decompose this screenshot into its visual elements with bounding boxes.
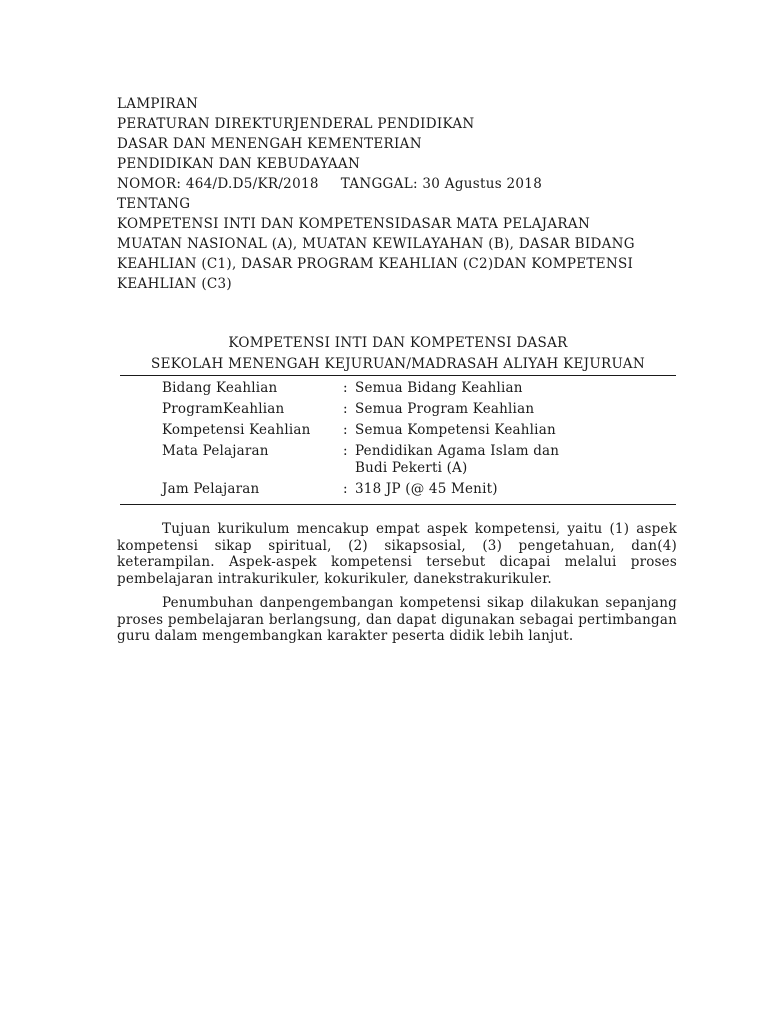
info-label: Kompetensi Keahlian xyxy=(162,422,311,438)
info-value: 318 JP (@ 45 Menit) xyxy=(355,481,498,497)
header-line-ministry: PENDIDIKAN DAN KEBUDAYAAN xyxy=(117,156,361,172)
header-line-number-date xyxy=(117,174,677,194)
info-value-line: Pendidikan Agama Islam dan xyxy=(355,443,560,459)
subject-info-table xyxy=(162,380,662,502)
regulation-date: TANGGAL: 30 Agustus 2018 xyxy=(340,176,543,192)
attachment-header xyxy=(117,94,677,294)
info-colon: : xyxy=(343,481,348,497)
title-line-1: KOMPETENSI INTI DAN KOMPETENSI DASAR xyxy=(228,335,568,351)
info-label: Bidang Keahlian xyxy=(162,380,278,396)
body-text xyxy=(117,521,677,653)
info-colon: : xyxy=(343,422,348,438)
info-label: Jam Pelajaran xyxy=(162,481,260,497)
info-row-jam-pelajaran xyxy=(162,481,662,498)
table-bottom-rule xyxy=(120,504,676,505)
subject-line-4: KEAHLIAN (C3) xyxy=(117,276,232,292)
document-title xyxy=(120,333,676,375)
info-colon: : xyxy=(343,443,348,459)
subject-line-2: MUATAN NASIONAL (A), MUATAN KEWILAYAHAN (B), DASAR BIDANG xyxy=(117,236,635,252)
info-value-line: Budi Pekerti (A) xyxy=(355,460,468,476)
info-value: Semua Bidang Keahlian xyxy=(355,380,523,396)
title-line-2: SEKOLAH MENENGAH KEJURUAN/MADRASAH ALIYAH KEJURUAN xyxy=(151,356,645,372)
info-row-bidang-keahlian xyxy=(162,380,662,397)
subject-line-3: KEAHLIAN (C1), DASAR PROGRAM KEAHLIAN (C2)DAN KOMPETENSI xyxy=(117,256,634,272)
header-line-regulation: PERATURAN DIREKTURJENDERAL PENDIDIKAN xyxy=(117,116,475,132)
regulation-number: NOMOR: 464/D.D5/KR/2018 xyxy=(117,176,319,192)
info-row-mata-pelajaran xyxy=(162,443,662,477)
header-line-lampiran: LAMPIRAN xyxy=(117,96,199,112)
subject-line-1: KOMPETENSI INTI DAN KOMPETENSIDASAR MATA PELAJARAN xyxy=(117,216,591,232)
info-label: Mata Pelajaran xyxy=(162,443,269,459)
info-row-kompetensi-keahlian xyxy=(162,422,662,439)
paragraph-curriculum-goal: Tujuan kurikulum mencakup empat aspek kompetensi, yaitu (1) aspek kompetensi sikap spiritual, (2) sikapsosial, (3) pengetahuan, dan(4) keterampilan. Aspek-aspek kompetensi tersebut dicapai melalui proses pembelajaran intrakurikuler, kokurikuler, danekstrakurikuler. xyxy=(117,521,677,587)
header-line-directorate: DASAR DAN MENENGAH KEMENTERIAN xyxy=(117,136,422,152)
info-value: Semua Program Keahlian xyxy=(355,401,535,417)
info-colon: : xyxy=(343,401,348,417)
info-value xyxy=(355,443,662,477)
header-line-tentang: TENTANG xyxy=(117,196,191,212)
info-label: ProgramKeahlian xyxy=(162,401,285,417)
table-top-rule xyxy=(120,375,676,376)
info-colon: : xyxy=(343,380,348,396)
paragraph-attitude-development: Penumbuhan danpengembangan kompetensi sikap dilakukan sepanjang proses pembelajaran berlangsung, dan dapat digunakan sebagai pertimbangan guru dalam mengembangkan karakter peserta didik lebih lanjut. xyxy=(117,595,677,644)
info-value: Semua Kompetensi Keahlian xyxy=(355,422,556,438)
info-row-program-keahlian xyxy=(162,401,662,418)
